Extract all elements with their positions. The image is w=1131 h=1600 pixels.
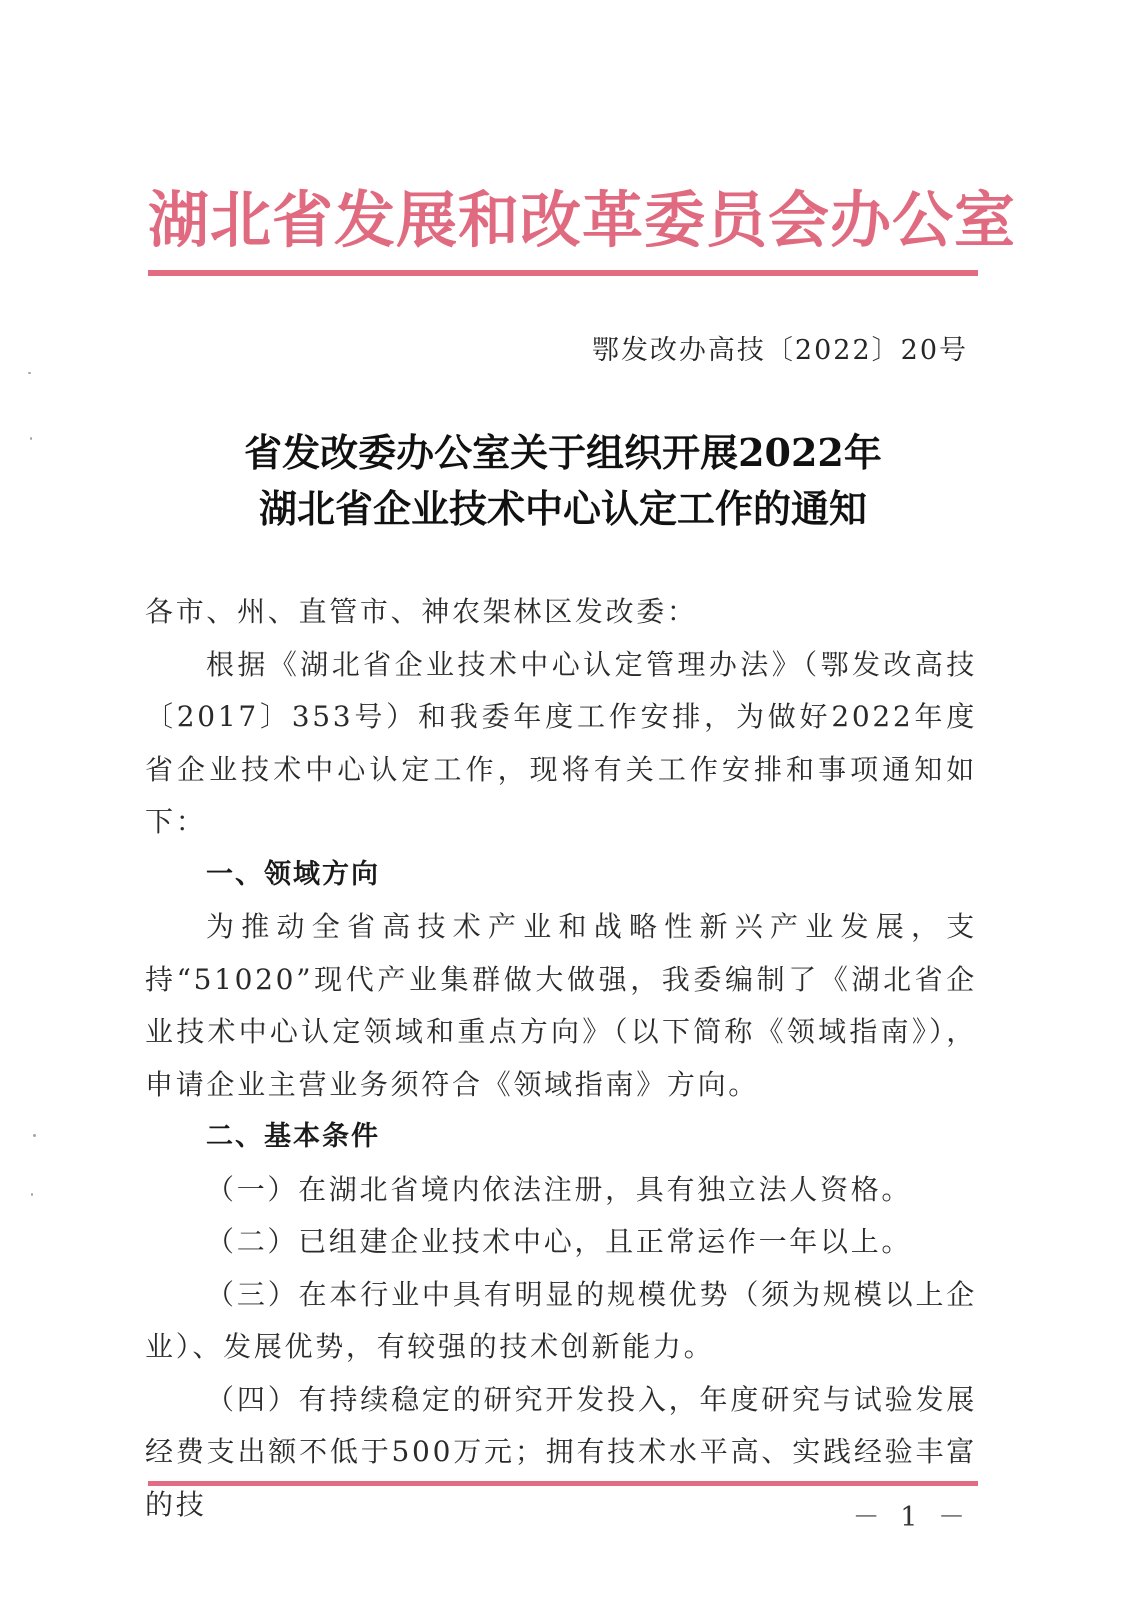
condition-item-3: （三）在本行业中具有明显的规模优势（须为规模以上企业）、发展优势，有较强的技术创新能力。 (145, 1277, 977, 1363)
condition-item-1: （一）在湖北省境内依法注册，具有独立法人资格。 (206, 1172, 913, 1206)
title-line-1: 省发改委办公室关于组织开展2022年 (244, 430, 882, 475)
scan-speck (30, 437, 32, 440)
document-body (145, 586, 977, 1531)
title-line-2: 湖北省企业技术中心认定工作的通知 (258, 486, 867, 531)
condition-item-2: （二）已组建企业技术中心，且正常运作一年以上。 (206, 1225, 913, 1258)
salutation: 各市、州、直管市、神农架林区发改委： (145, 595, 698, 628)
document-number: 鄂发改办高技〔2022〕20号 (591, 335, 968, 366)
masthead-org-name: 湖北省发展和改革委员会办公室 (148, 185, 1017, 256)
intro-paragraph: 根据《湖北省企业技术中心认定管理办法》（鄂发改高技〔2017〕353号）和我委年度工作安排，为做好2022年度省企业技术中心认定工作，现将有关工作安排和事项通知如下： (145, 647, 977, 838)
document-title (148, 425, 978, 537)
masthead-red-rule (148, 270, 978, 276)
section-heading-1: 一、领域方向 (206, 858, 380, 890)
scan-speck (31, 1193, 33, 1196)
footer-red-rule (148, 1481, 978, 1486)
page-number: － 1 － (852, 1502, 971, 1533)
section1-paragraph: 为推动全省高技术产业和战略性新兴产业发展，支持“51020”现代产业集群做大做强，我委编制了《湖北省企业技术中心认定领域和重点方向》（以下简称《领域指南》），申请企业主营业务须符合《领域指南》方向。 (145, 910, 977, 1101)
condition-item-4: （四）有持续稳定的研究开发投入，年度研究与试验发展经费支出额不低于500万元；拥有技术水平高、实践经验丰富的技 (145, 1382, 977, 1521)
section-heading-2: 二、基本条件 (206, 1121, 380, 1152)
scan-speck (28, 372, 31, 374)
scan-speck (33, 1134, 36, 1137)
